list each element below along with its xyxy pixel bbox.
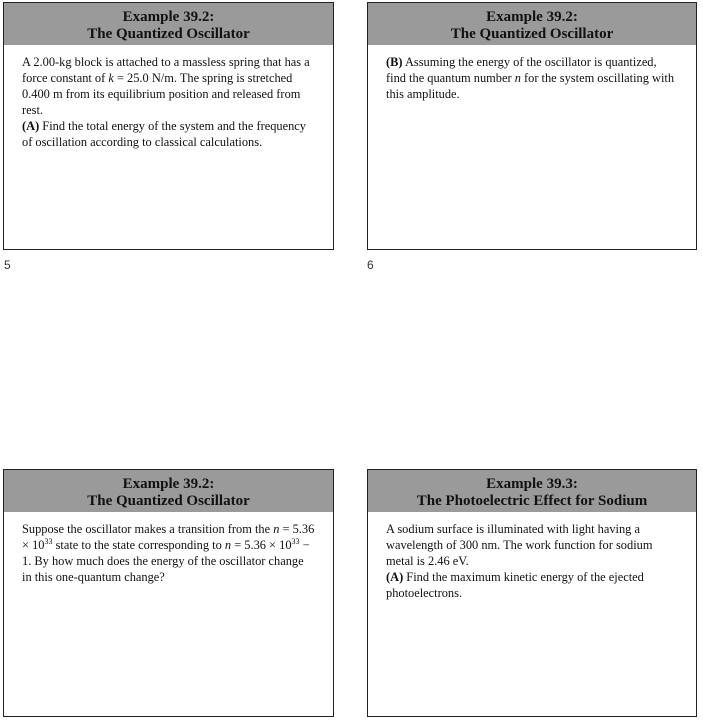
page-number-5: 5: [4, 258, 11, 272]
slide-5: [3, 2, 334, 250]
part-text: Find the maximum kinetic energy of the ejected photoelectrons.: [386, 570, 644, 600]
text-run: = 5.36 × 10: [231, 538, 292, 552]
slide-body: [4, 45, 333, 150]
variable-n: n: [514, 71, 521, 85]
slide-7: [3, 469, 334, 717]
slide-title-line1: Example 39.2:: [122, 476, 215, 492]
slide-8: [367, 469, 697, 717]
part-label: (A): [386, 570, 404, 584]
slide-title-line2: The Quantized Oscillator: [87, 26, 250, 42]
slide-title-line1: Example 39.2:: [486, 9, 578, 25]
text-run: Suppose the oscillator makes a transition from the: [22, 522, 274, 536]
problem-statement: A sodium surface is illuminated with light having a wavelength of 300 nm. The work function for sodium metal is 2.46 eV.: [386, 522, 653, 568]
part-a: [386, 569, 678, 601]
slide-title: [368, 470, 696, 512]
slide-title-line2: The Photoelectric Effect for Sodium: [416, 493, 648, 509]
page-number-6: 6: [367, 258, 374, 272]
problem-statement: [22, 54, 315, 118]
slide-body: [368, 512, 696, 601]
text-run: for the system oscillating with this amplitude.: [386, 71, 675, 101]
slide-title: [4, 3, 333, 45]
variable-k: k: [108, 71, 114, 85]
slide-title: [368, 3, 696, 45]
problem-statement: [22, 521, 315, 585]
part-text: Find the total energy of the system and the frequency of oscillation according to classical calculations.: [22, 119, 306, 149]
slide-title-line2: The Quantized Oscillator: [450, 26, 614, 42]
exponent: 33: [44, 536, 53, 546]
slide-6: [367, 2, 697, 250]
slide-title-line1: Example 39.2:: [122, 9, 215, 25]
text-run: = 5.36 × 10: [22, 522, 315, 552]
part-b: [386, 54, 678, 102]
text-run: state to the state corresponding to: [52, 538, 225, 552]
slide-body: [4, 512, 333, 585]
part-a: [22, 118, 315, 150]
text-run: − 1. By how much does the energy of the oscillator change in this one-quantum change?: [22, 538, 310, 584]
variable-n: n: [273, 522, 280, 536]
text-run: A 2.00-kg block is attached to a massless spring that has a force constant of: [22, 55, 310, 85]
slide-title-line1: Example 39.3:: [486, 476, 578, 492]
text-run: = 25.0 N/m. The spring is stretched 0.400 m from its equilibrium position and released from rest.: [22, 71, 301, 117]
text-run: Assuming the energy of the oscillator is quantized, find the quantum number: [386, 55, 657, 85]
slide-title: [4, 470, 333, 512]
slide-body: [368, 45, 696, 102]
exponent: 33: [291, 536, 300, 546]
slide-title-line2: The Quantized Oscillator: [87, 493, 250, 509]
variable-n: n: [224, 538, 232, 552]
part-label: (A): [22, 119, 40, 133]
part-label: (B): [386, 55, 403, 69]
